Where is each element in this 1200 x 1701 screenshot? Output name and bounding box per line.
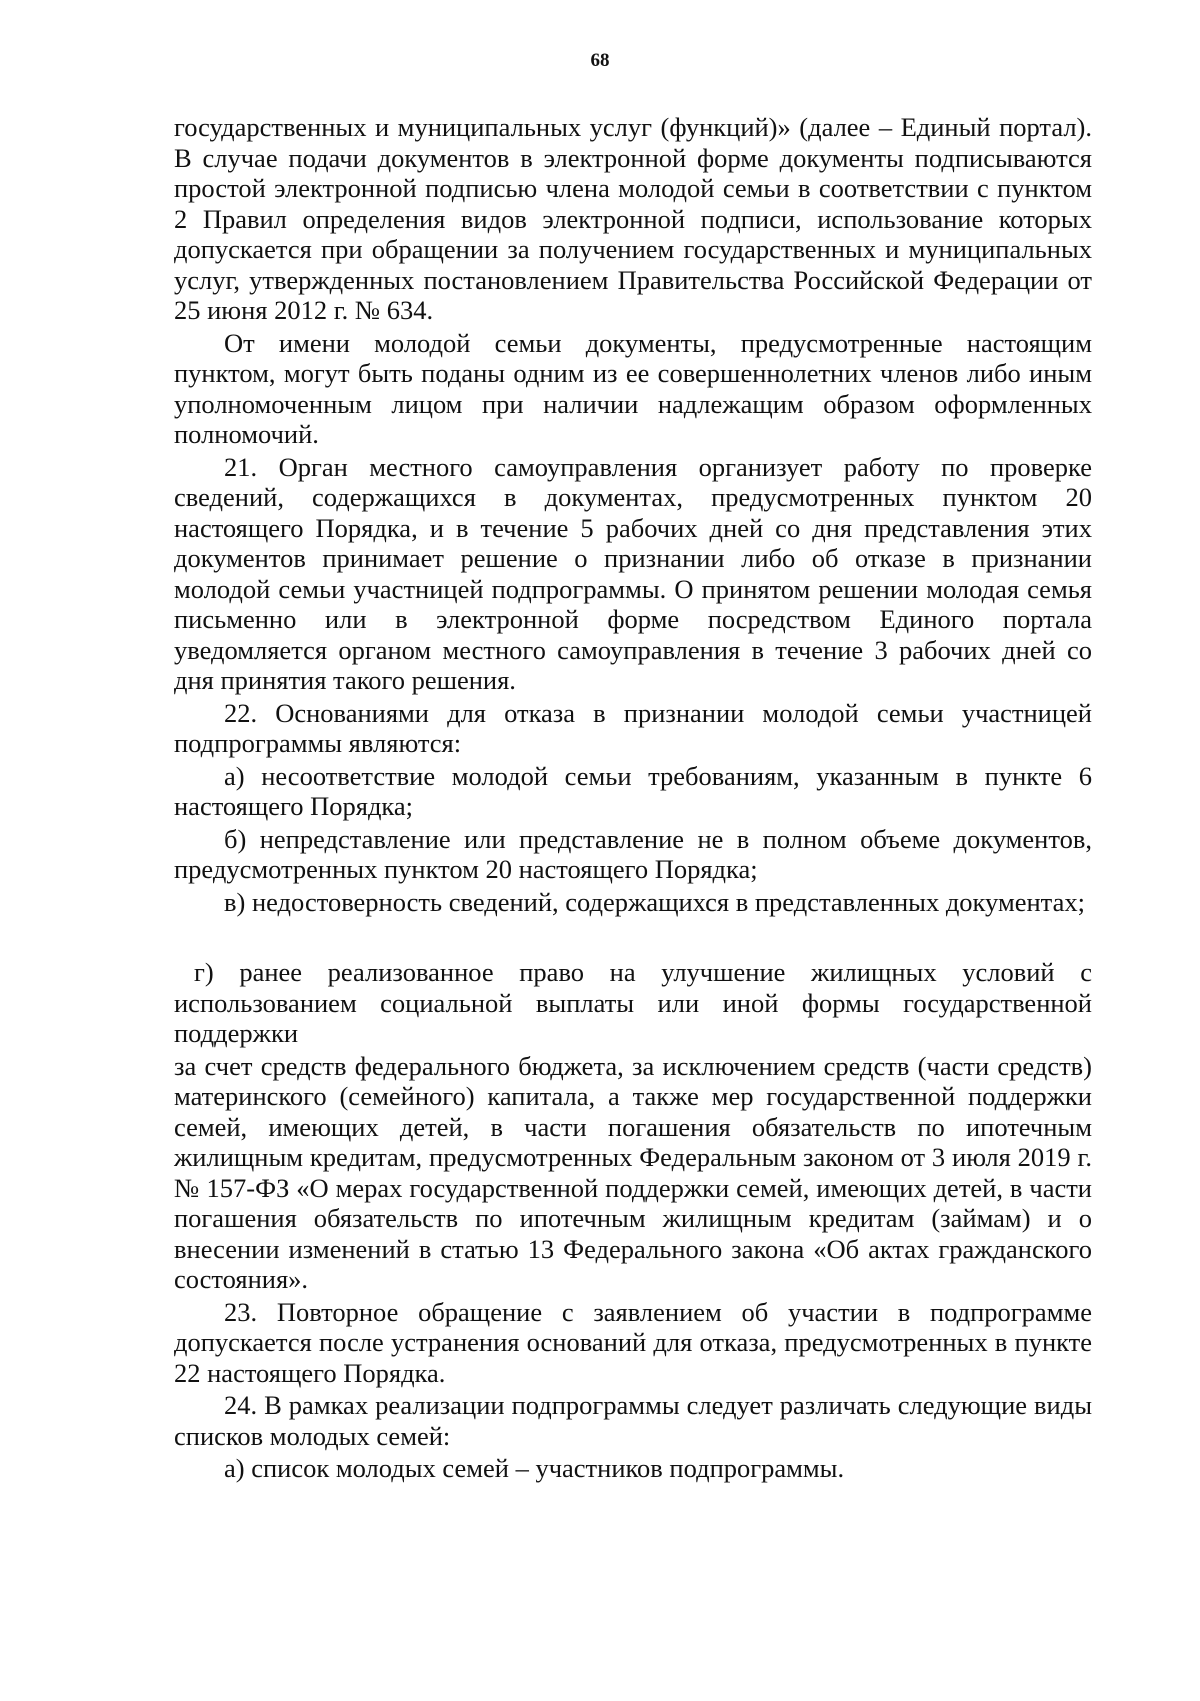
paragraph-item-22: 22. Основаниями для отказа в признании молодой семьи участницей подпрограммы являются: [174, 697, 1092, 758]
paragraph-item-22-g-continued: за счет средств федерального бюджета, за исключением средств (части средств) материнского (семейного) капитала, а также мер государственной поддержки семей, имеющих детей, в части погашения обязательств по ипотечным жилищным кредитам, предусмотренных Федеральным законом от 3 июля 2019 г. № 157-ФЗ «О мерах государственной поддержки семей, имеющих детей, в части погашения обязательств по ипотечным жилищным кредитам (займам) и о внесении изменений в статью 13 Федерального закона «Об актах гражданского состояния». [174, 1050, 1092, 1294]
paragraph-item-22-g: г) ранее реализованное право на улучшение жилищных условий с использованием социальной выплаты или иной формы государственной поддержки [174, 957, 1092, 1048]
paragraph-continuation: государственных и муниципальных услуг (функций)» (далее – Единый портал). В случае подачи документов в электронной форме документы подписываются простой электронной подписью члена молодой семьи в соответствии с пунктом 2 Правил определения видов электронной подписи, использование которых допускается при обращении за получением государственных и муниципальных услуг, утвержденных постановлением Правительства Российской Федерации от 25 июня 2012 г. № 634. [174, 112, 1092, 325]
paragraph-item-22-v: в) недостоверность сведений, содержащихся в представленных документах; [224, 886, 1085, 917]
paragraph-family-representative: От имени молодой семьи документы, предусмотренные настоящим пунктом, могут быть поданы одним из ее совершеннолетних членов либо иным уполномоченным лицом при наличии надлежащим образом оформленных полномочий. [174, 327, 1092, 449]
paragraph-item-22-a: а) несоответствие молодой семьи требованиям, указанным в пункте 6 настоящего Порядка; [174, 760, 1092, 821]
paragraph-item-23: 23. Повторное обращение с заявлением об участии в подпрограмме допускается после устранения оснований для отказа, предусмотренных в пункте 22 настоящего Порядка. [174, 1296, 1092, 1388]
paragraph-item-22-b: б) непредставление или представление не в полном объеме документов, предусмотренных пунктом 20 настоящего Порядка; [174, 823, 1092, 884]
paragraph-item-24: 24. В рамках реализации подпрограммы следует различать следующие виды списков молодых семей: [174, 1390, 1092, 1451]
paragraph-item-24-a: а) список молодых семей – участников подпрограммы. [224, 1453, 845, 1483]
paragraph-item-21: 21. Орган местного самоуправления организует работу по проверке сведений, содержащихся в документах, предусмотренных пунктом 20 настоящего Порядка, и в течение 5 рабочих дней со дня представления этих документов принимает решение о признании либо об отказе в признании молодой семьи участницей подпрограммы. О принятом решении молодая семья письменно или в электронной форме посредством Единого портала уведомляется органом местного самоуправления в течение 3 рабочих дней со дня принятия такого решения. [174, 451, 1092, 695]
blank-gap [174, 919, 1092, 957]
text-block-upper [174, 112, 1092, 1486]
page-number: 68 [590, 50, 610, 71]
